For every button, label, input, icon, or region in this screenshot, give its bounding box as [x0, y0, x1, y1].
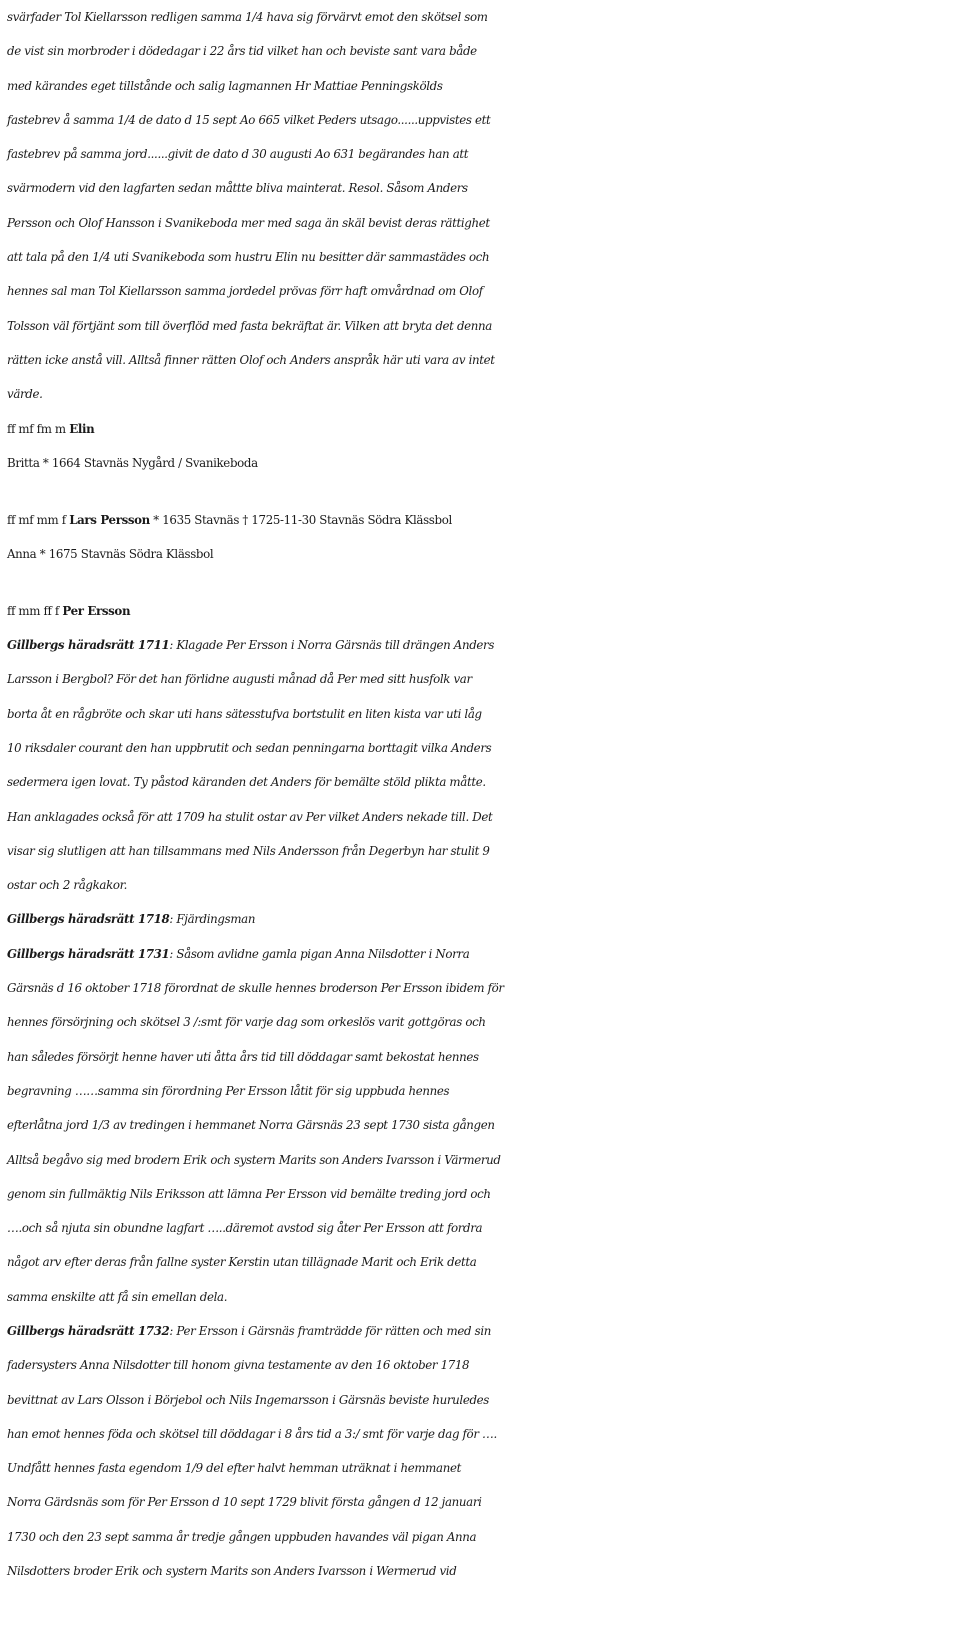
text-line: att tala på den 1/4 uti Svanikeboda som hustru Elin nu besitter där sammastädes och [7, 250, 490, 265]
paragraph-resolution [7, 0, 957, 412]
text-line: Larsson i Bergbol? För det han förlidne augusti månad då Per med sitt husfolk var [7, 672, 472, 687]
text-line: Gärsnäs d 16 oktober 1718 förordnat de skulle hennes broderson Per Ersson ibidem för [7, 981, 504, 996]
genealogy-entry-elin [7, 412, 957, 481]
court-heading: Gillbergs häradsrätt 1711 [7, 638, 170, 653]
person-details: * 1635 Stavnäs † 1725-11-30 Stavnäs Södra Klässbol [149, 513, 452, 528]
text-line: Persson och Olof Hansson i Svanikeboda mer med saga än skäl bevist deras rättighet [7, 215, 490, 230]
text-line: Norra Gärdsnäs som för Per Ersson d 10 sept 1729 blivit första gången d 12 januari [7, 1495, 482, 1510]
court-record-1718 [7, 902, 957, 936]
text-line: rätten icke anstå vill. Alltså finner rätten Olof och Anders anspråk här uti vara av intet [7, 352, 495, 367]
text-line: efterlåtna jord 1/3 av tredingen i hemmanet Norra Gärsnäs 23 sept 1730 sista gången [7, 1118, 495, 1133]
text-line: svärmodern vid den lagfarten sedan måttte bliva mainterat. Resol. Såsom Anders [7, 181, 468, 196]
text-line: 10 riksdaler courant den han uppbrutit och sedan penningarna borttagit vilka Anders [7, 740, 492, 755]
text-line: något arv efter deras från fallne syster Kerstin utan tillägnade Marit och Erik detta [7, 1255, 477, 1270]
text-line: Han anklagades också för att 1709 ha stulit ostar av Per vilket Anders nekade till. Det [7, 809, 493, 824]
court-heading: Gillbergs häradsrätt 1731 [7, 946, 170, 961]
ancestry-code: ff mm ff f [7, 603, 63, 618]
text-line [7, 902, 957, 936]
text-line: fastebrev å samma 1/4 de dato d 15 sept Ao 665 vilket Peders utsago......uppvistes ett [7, 112, 491, 127]
text-line: 1730 och den 23 sept samma år tredje gången uppbuden havandes väl pigan Anna [7, 1529, 477, 1544]
text-line: värde. [7, 387, 43, 402]
spacer [7, 480, 957, 503]
text-line: visar sig slutligen att han tillsammans med Nils Andersson från Degerbyn har stulit 9 [7, 843, 490, 858]
genealogy-line [7, 594, 957, 628]
court-text: : Per Ersson i Gärsnäs framträdde för rätten och med sin [169, 1323, 491, 1338]
genealogy-line: Anna * 1675 Stavnäs Södra Klässbol [7, 547, 214, 562]
genealogy-entry-per [7, 594, 957, 628]
text-line: samma enskilte att få sin emellan dela. [7, 1289, 228, 1304]
text-line [7, 1314, 957, 1348]
genealogy-line: Britta * 1664 Stavnäs Nygård / Svanikeboda [7, 455, 258, 470]
text-line: Undfått hennes fasta egendom 1/9 del efter halvt hemman uträknat i hemmanet [7, 1461, 461, 1476]
text-line [7, 628, 957, 662]
text-line: med kärandes eget tillstånde och salig lagmannen Hr Mattiae Penningskölds [7, 78, 443, 93]
court-heading: Gillbergs häradsrätt 1732 [7, 1323, 170, 1338]
text-line: genom sin fullmäktig Nils Eriksson att lämna Per Ersson vid bemälte treding jord och [7, 1186, 491, 1201]
document-page [7, 0, 957, 1588]
text-line: svärfader Tol Kiellarsson redligen samma 1/4 hava sig förvärvt emot den skötsel som [7, 10, 488, 24]
text-line: begravning ……samma sin förordning Per Ersson låtit för sig uppbuda hennes [7, 1083, 450, 1098]
person-name: Elin [69, 421, 95, 436]
court-text: : Klagade Per Ersson i Norra Gärsnäs till drängen Anders [169, 638, 495, 653]
person-name: Per Ersson [62, 603, 131, 618]
text-line: hennes försörjning och skötsel 3 /:smt för varje dag som orkeslös varit gottgöras och [7, 1015, 486, 1030]
text-line: borta åt en rågbröte och skar uti hans sätesstufva bortstulit en liten kista var uti låg [7, 706, 482, 721]
genealogy-line [7, 503, 957, 537]
ancestry-code: ff mf mm f [7, 513, 70, 528]
text-line: fadersysters Anna Nilsdotter till honom givna testamente av den 16 oktober 1718 [7, 1358, 470, 1373]
ancestry-code: ff mf fm m [7, 421, 70, 436]
text-line: hennes sal man Tol Kiellarsson samma jordedel prövas förr haft omvårdnad om Olof [7, 284, 483, 299]
text-line: Tolsson väl förtjänt som till överflöd med fasta bekräftat är. Vilken att bryta det denna [7, 318, 492, 333]
text-line: ….och så njuta sin obundne lagfart …..däremot avstod sig åter Per Ersson att fordra [7, 1221, 483, 1236]
text-line [7, 937, 957, 971]
text-line: ostar och 2 rågkakor. [7, 878, 128, 893]
court-text: : Fjärdingsman [169, 912, 256, 927]
person-name: Lars Persson [69, 513, 150, 528]
court-text: : Såsom avlidne gamla pigan Anna Nilsdotter i Norra [169, 946, 470, 961]
court-record-1732 [7, 1314, 957, 1588]
text-line: fastebrev på samma jord......givit de dato d 30 augusti Ao 631 begärandes han att [7, 147, 469, 162]
court-record-1731 [7, 937, 957, 1314]
genealogy-entry-lars [7, 503, 957, 572]
court-record-1711 [7, 628, 957, 902]
text-line: Alltså begåvo sig med brodern Erik och systern Marits son Anders Ivarsson i Värmerud [7, 1152, 501, 1167]
text-line: sedermera igen lovat. Ty påstod käranden det Anders för bemälte stöld plikta måtte. [7, 775, 486, 790]
text-line: han således försörjt henne haver uti åtta års tid till döddagar samt bekostat hennes [7, 1049, 479, 1064]
text-line: bevittnat av Lars Olsson i Börjebol och Nils Ingemarsson i Gärsnäs beviste huruledes [7, 1392, 489, 1407]
spacer [7, 572, 957, 594]
genealogy-line [7, 412, 957, 446]
text-line: han emot hennes föda och skötsel till döddagar i 8 års tid a 3:/ smt för varje dag för …. [7, 1426, 497, 1441]
court-heading: Gillbergs häradsrätt 1718 [7, 912, 170, 927]
text-line: Nilsdotters broder Erik och systern Marits son Anders Ivarsson i Wermerud vid [7, 1564, 457, 1579]
text-line: de vist sin morbroder i dödedagar i 22 års tid vilket han och beviste sant vara både [7, 44, 477, 59]
